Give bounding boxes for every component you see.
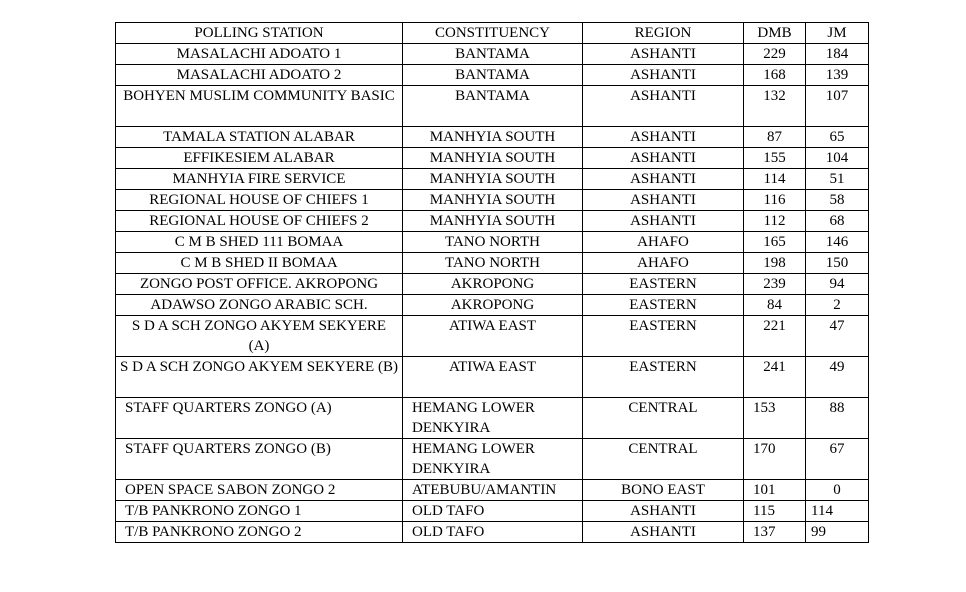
cell-region: EASTERN bbox=[583, 274, 744, 295]
header-region: REGION bbox=[583, 23, 744, 44]
cell-dmb: 115 bbox=[744, 501, 806, 522]
cell-region: ASHANTI bbox=[583, 501, 744, 522]
cell-dmb: 198 bbox=[744, 253, 806, 274]
cell-constituency: TANO NORTH bbox=[403, 253, 583, 274]
cell-polling-station: STAFF QUARTERS ZONGO (A) bbox=[116, 398, 403, 439]
cell-constituency: BANTAMA bbox=[403, 86, 583, 127]
cell-constituency: BANTAMA bbox=[403, 65, 583, 86]
cell-polling-station: MASALACHI ADOATO 1 bbox=[116, 44, 403, 65]
cell-region: ASHANTI bbox=[583, 127, 744, 148]
header-constituency: CONSTITUENCY bbox=[403, 23, 583, 44]
header-polling-station: POLLING STATION bbox=[116, 23, 403, 44]
header-jm: JM bbox=[806, 23, 869, 44]
cell-polling-station: S D A SCH ZONGO AKYEM SEKYERE (B) bbox=[116, 357, 403, 398]
cell-polling-station: TAMALA STATION ALABAR bbox=[116, 127, 403, 148]
cell-jm: 68 bbox=[806, 211, 869, 232]
table-row bbox=[116, 169, 869, 190]
cell-region: EASTERN bbox=[583, 357, 744, 398]
cell-jm: 104 bbox=[806, 148, 869, 169]
cell-jm: 2 bbox=[806, 295, 869, 316]
table-row bbox=[116, 211, 869, 232]
cell-dmb: 116 bbox=[744, 190, 806, 211]
cell-dmb: 165 bbox=[744, 232, 806, 253]
cell-polling-station: REGIONAL HOUSE OF CHIEFS 2 bbox=[116, 211, 403, 232]
table-row bbox=[116, 316, 869, 357]
table-row bbox=[116, 274, 869, 295]
table-row bbox=[116, 439, 869, 480]
cell-polling-station: EFFIKESIEM ALABAR bbox=[116, 148, 403, 169]
cell-jm: 114 bbox=[806, 501, 869, 522]
cell-polling-station: STAFF QUARTERS ZONGO (B) bbox=[116, 439, 403, 480]
cell-polling-station: T/B PANKRONO ZONGO 1 bbox=[116, 501, 403, 522]
cell-region: CENTRAL bbox=[583, 398, 744, 439]
cell-constituency: MANHYIA SOUTH bbox=[403, 169, 583, 190]
cell-region: EASTERN bbox=[583, 316, 744, 357]
table-header-row bbox=[116, 23, 869, 44]
cell-dmb: 132 bbox=[744, 86, 806, 127]
cell-constituency: ATIWA EAST bbox=[403, 357, 583, 398]
table-row bbox=[116, 398, 869, 439]
cell-jm: 107 bbox=[806, 86, 869, 127]
table-row bbox=[116, 480, 869, 501]
cell-jm: 88 bbox=[806, 398, 869, 439]
cell-dmb: 229 bbox=[744, 44, 806, 65]
cell-polling-station: MASALACHI ADOATO 2 bbox=[116, 65, 403, 86]
cell-constituency: MANHYIA SOUTH bbox=[403, 148, 583, 169]
table-row bbox=[116, 501, 869, 522]
cell-polling-station: BOHYEN MUSLIM COMMUNITY BASIC bbox=[116, 86, 403, 127]
table-row bbox=[116, 65, 869, 86]
cell-polling-station: C M B SHED II BOMAA bbox=[116, 253, 403, 274]
cell-constituency: MANHYIA SOUTH bbox=[403, 127, 583, 148]
cell-jm: 99 bbox=[806, 522, 869, 543]
cell-constituency: HEMANG LOWER DENKYIRA bbox=[403, 398, 583, 439]
cell-polling-station: ZONGO POST OFFICE. AKROPONG bbox=[116, 274, 403, 295]
table-row bbox=[116, 127, 869, 148]
cell-polling-station: C M B SHED 111 BOMAA bbox=[116, 232, 403, 253]
table-row bbox=[116, 44, 869, 65]
cell-polling-station: MANHYIA FIRE SERVICE bbox=[116, 169, 403, 190]
cell-polling-station: T/B PANKRONO ZONGO 2 bbox=[116, 522, 403, 543]
cell-jm: 58 bbox=[806, 190, 869, 211]
cell-jm: 184 bbox=[806, 44, 869, 65]
cell-polling-station: S D A SCH ZONGO AKYEM SEKYERE (A) bbox=[116, 316, 403, 357]
cell-region: ASHANTI bbox=[583, 169, 744, 190]
cell-dmb: 153 bbox=[744, 398, 806, 439]
header-dmb: DMB bbox=[744, 23, 806, 44]
table-row bbox=[116, 232, 869, 253]
cell-jm: 0 bbox=[806, 480, 869, 501]
cell-region: ASHANTI bbox=[583, 190, 744, 211]
cell-jm: 146 bbox=[806, 232, 869, 253]
cell-dmb: 114 bbox=[744, 169, 806, 190]
cell-constituency: AKROPONG bbox=[403, 295, 583, 316]
cell-region: ASHANTI bbox=[583, 522, 744, 543]
cell-constituency: BANTAMA bbox=[403, 44, 583, 65]
cell-jm: 67 bbox=[806, 439, 869, 480]
cell-dmb: 87 bbox=[744, 127, 806, 148]
cell-jm: 49 bbox=[806, 357, 869, 398]
cell-polling-station: ADAWSO ZONGO ARABIC SCH. bbox=[116, 295, 403, 316]
cell-dmb: 101 bbox=[744, 480, 806, 501]
cell-dmb: 137 bbox=[744, 522, 806, 543]
cell-jm: 150 bbox=[806, 253, 869, 274]
cell-dmb: 84 bbox=[744, 295, 806, 316]
cell-region: ASHANTI bbox=[583, 65, 744, 86]
cell-constituency: MANHYIA SOUTH bbox=[403, 211, 583, 232]
cell-jm: 51 bbox=[806, 169, 869, 190]
cell-constituency: HEMANG LOWER DENKYIRA bbox=[403, 439, 583, 480]
table-row bbox=[116, 253, 869, 274]
cell-dmb: 239 bbox=[744, 274, 806, 295]
cell-region: EASTERN bbox=[583, 295, 744, 316]
cell-region: CENTRAL bbox=[583, 439, 744, 480]
table-row bbox=[116, 190, 869, 211]
cell-constituency: AKROPONG bbox=[403, 274, 583, 295]
table-row bbox=[116, 148, 869, 169]
cell-region: AHAFO bbox=[583, 232, 744, 253]
cell-constituency: MANHYIA SOUTH bbox=[403, 190, 583, 211]
cell-polling-station: OPEN SPACE SABON ZONGO 2 bbox=[116, 480, 403, 501]
cell-jm: 47 bbox=[806, 316, 869, 357]
cell-region: ASHANTI bbox=[583, 86, 744, 127]
cell-jm: 94 bbox=[806, 274, 869, 295]
cell-region: ASHANTI bbox=[583, 211, 744, 232]
cell-jm: 65 bbox=[806, 127, 869, 148]
cell-region: ASHANTI bbox=[583, 148, 744, 169]
cell-dmb: 241 bbox=[744, 357, 806, 398]
cell-dmb: 112 bbox=[744, 211, 806, 232]
cell-constituency: TANO NORTH bbox=[403, 232, 583, 253]
table-row bbox=[116, 357, 869, 398]
cell-region: BONO EAST bbox=[583, 480, 744, 501]
cell-constituency: OLD TAFO bbox=[403, 522, 583, 543]
cell-jm: 139 bbox=[806, 65, 869, 86]
cell-dmb: 155 bbox=[744, 148, 806, 169]
cell-region: ASHANTI bbox=[583, 44, 744, 65]
cell-constituency: ATIWA EAST bbox=[403, 316, 583, 357]
polling-results-table bbox=[115, 22, 869, 543]
cell-dmb: 168 bbox=[744, 65, 806, 86]
cell-dmb: 170 bbox=[744, 439, 806, 480]
cell-constituency: OLD TAFO bbox=[403, 501, 583, 522]
cell-dmb: 221 bbox=[744, 316, 806, 357]
table-row bbox=[116, 295, 869, 316]
table-row bbox=[116, 86, 869, 127]
cell-constituency: ATEBUBU/AMANTIN bbox=[403, 480, 583, 501]
cell-polling-station: REGIONAL HOUSE OF CHIEFS 1 bbox=[116, 190, 403, 211]
table-row bbox=[116, 522, 869, 543]
cell-region: AHAFO bbox=[583, 253, 744, 274]
